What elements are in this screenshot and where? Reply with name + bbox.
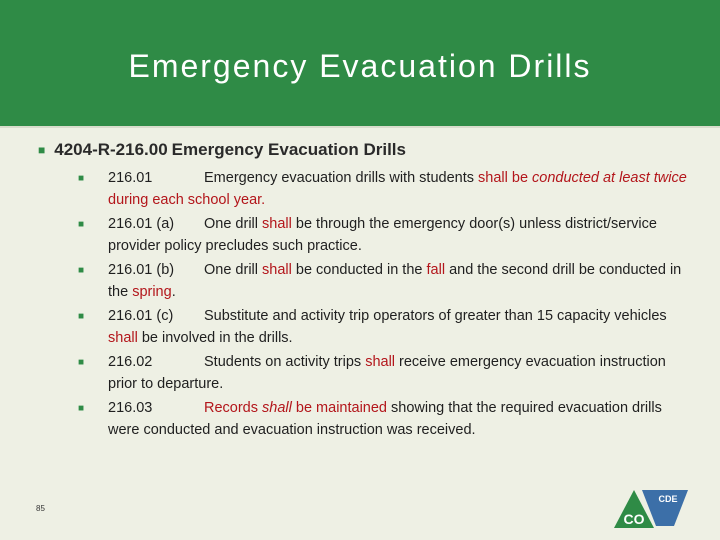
logo-top-text: CDE: [658, 494, 678, 504]
slide-content: [36, 140, 696, 444]
square-bullet-icon: ■: [38, 143, 46, 157]
square-bullet-icon: ■: [78, 357, 85, 368]
item-text: receive emergency evacuation instruction prior to departure.: [108, 354, 666, 392]
heading-code: 4204-R-216.00: [54, 140, 168, 159]
item-code: 216.01 (b): [108, 262, 175, 278]
square-bullet-icon: ■: [78, 311, 85, 322]
item-text: conducted at least twice: [532, 170, 687, 186]
square-bullet-icon: ■: [78, 173, 85, 184]
item-code: 216.01 (c): [108, 308, 174, 324]
item-text: be through the emergency door(s) unless district/service provider policy precludes such practice.: [108, 216, 657, 254]
item-text: during each school year.: [108, 191, 266, 208]
item-text: .: [171, 283, 176, 300]
list-item: [78, 214, 696, 257]
item-code: 216.01: [108, 170, 153, 186]
list-item: [78, 352, 696, 395]
item-text: and the second drill be conducted in the: [108, 262, 682, 300]
cde-colorado-logo: [612, 482, 692, 530]
item-text: shall: [262, 400, 292, 416]
item-text: Students on activity trips: [204, 354, 366, 370]
item-text: be involved in the drills.: [137, 329, 293, 346]
item-code: 216.03: [108, 400, 153, 416]
item-text: One drill: [204, 262, 263, 278]
list-item: [78, 398, 696, 441]
slide-title: Emergency Evacuation Drills: [128, 48, 592, 84]
regulation-list: [36, 168, 696, 441]
item-text: shall: [365, 354, 396, 370]
section-heading: [36, 140, 696, 160]
item-text: be maintained: [291, 400, 387, 416]
square-bullet-icon: ■: [78, 265, 85, 276]
list-item: [78, 306, 696, 349]
item-text: shall: [262, 216, 292, 232]
item-code: 216.01 (a): [108, 216, 175, 232]
item-text: fall: [426, 262, 446, 278]
logo-bottom-text: CO: [623, 511, 645, 527]
square-bullet-icon: ■: [78, 403, 85, 414]
item-code: 216.02: [108, 354, 153, 370]
item-text: Substitute and activity trip operators of greater than 15 capacity vehicles: [204, 308, 667, 324]
list-item: [78, 168, 696, 211]
item-text: shall: [262, 262, 292, 278]
heading-text: Emergency Evacuation Drills: [171, 140, 406, 159]
title-banner: [0, 0, 720, 126]
item-text: shall be: [478, 170, 529, 186]
item-text: One drill: [204, 216, 263, 232]
item-text: Records: [204, 400, 263, 416]
item-text: showing that the required evacuation drills were conducted and evacuation instruction was received.: [108, 400, 662, 438]
square-bullet-icon: ■: [78, 219, 85, 230]
page-number: 85: [36, 504, 45, 513]
item-text: Emergency evacuation drills with students: [204, 170, 479, 186]
item-text: shall: [108, 329, 138, 346]
list-item: [78, 260, 696, 303]
item-text: be conducted in the: [291, 262, 427, 278]
item-text: spring: [132, 283, 172, 300]
banner-divider: [0, 126, 720, 128]
